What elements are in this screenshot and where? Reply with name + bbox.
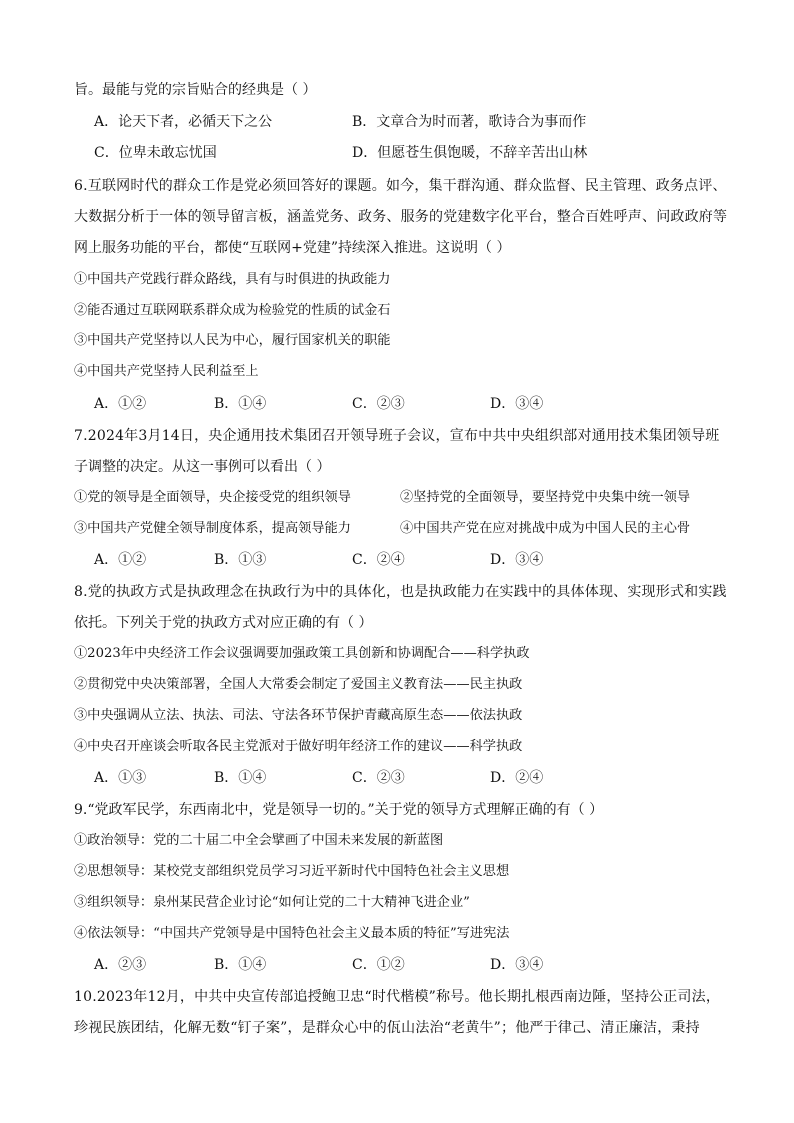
q6-option-b: B．①④ (214, 396, 267, 412)
q8-option-c: C．②③ (352, 770, 405, 786)
q9-statement-4: ④依法领导：“中国共产党领导是中国特色社会主义最本质的特征”写进宪法 (74, 926, 510, 941)
q5-stem-tail: 旨。最能与党的宗旨贴合的经典是（ ） (74, 82, 317, 98)
q6-stem-line-3: 网上服务功能的平台，都使“互联网+党建”持续深入推进。这说明（ ） (74, 240, 511, 256)
q9-option-c: C．①② (352, 957, 405, 973)
q8-option-d: D．②④ (490, 770, 544, 786)
q6-statement-2: ②能否通过互联网联系群众成为检验党的性质的试金石 (74, 303, 391, 318)
q8-statement-2: ②贯彻党中央决策部署，全国人大常委会制定了爱国主义教育法——民主执政 (74, 677, 523, 692)
q7-option-a: A．①② (94, 552, 147, 568)
q8-statement-3: ③中央强调从立法、执法、司法、守法各环节保护青藏高原生态——依法执政 (74, 708, 523, 723)
q6-option-d: D．③④ (490, 396, 544, 412)
q8-option-b: B．①④ (214, 770, 267, 786)
q8-option-a: A．①③ (94, 770, 147, 786)
q7-statement-1: ①党的领导是全面领导，央企接受党的组织领导 (74, 490, 351, 505)
q9-statement-3: ③组织领导：泉州某民营企业讨论“如何让党的二十大精神飞进企业” (74, 895, 470, 910)
q7-statement-3: ③中国共产党健全领导制度体系，提高领导能力 (74, 521, 351, 536)
q5-option-d: D．但愿苍生俱饱暖，不辞辛苦出山林 (352, 145, 588, 161)
q8-statement-4: ④中央召开座谈会听取各民主党派对于做好明年经济工作的建议——科学执政 (74, 739, 523, 754)
q6-statement-1: ①中国共产党践行群众路线，具有与时俱进的执政能力 (74, 272, 391, 287)
q8-stem-line-2: 依托。下列关于党的执政方式对应正确的有（ ） (74, 615, 373, 631)
q6-statement-4: ④中国共产党坚持人民利益至上 (74, 364, 259, 379)
q7-statement-2: ②坚持党的全面领导，要坚持党中央集中统一领导 (400, 490, 691, 505)
q10-stem-line-2: 珍视民族团结，化解无数“钉子案”，是群众心中的佤山法治“老黄牛”；他严于律己、清正廉洁，秉持 (74, 1020, 700, 1036)
q7-stem-line-1: 7.2024年3月14日，央企通用技术集团召开领导班子会议，宣布中共中央组织部对通用技术集团领导班 (74, 428, 720, 444)
q10-stem-line-1: 10.2023年12月，中共中央宣传部追授鲍卫忠“时代楷模”称号。他长期扎根西南边陲，坚持公正司法， (74, 989, 721, 1005)
q5-option-b: B．文章合为时而著，歌诗合为事而作 (352, 114, 587, 130)
q7-statement-4: ④中国共产党在应对挑战中成为中国人民的主心骨 (400, 521, 691, 536)
q5-option-a: A．论天下者，必循天下之公 (94, 114, 273, 130)
q5-option-c: C．位卑未敢忘忧国 (94, 145, 217, 161)
q7-stem-line-2: 子调整的决定。从这一事例可以看出（ ） (74, 459, 331, 475)
q9-statement-1: ①政治领导：党的二十届二中全会擘画了中国未来发展的新蓝图 (74, 833, 444, 848)
q9-option-b: B．①④ (214, 957, 267, 973)
q9-option-a: A．②③ (94, 957, 147, 973)
q7-option-b: B．①③ (214, 552, 267, 568)
q6-option-c: C．②③ (352, 396, 405, 412)
q8-stem-line-1: 8.党的执政方式是执政理念在执政行为中的具体化，也是执政能力在实践中的具体体现、实现形式和实践 (74, 584, 727, 600)
q6-stem-line-1: 6.互联网时代的群众工作是党必须回答好的课题。如今，集干群沟通、群众监督、民主管理、政务点评、 (74, 178, 727, 194)
q6-option-a: A．①② (94, 396, 147, 412)
q9-stem-line-1: 9.“党政军民学，东西南北中，党是领导一切的。”关于党的领导方式理解正确的有（ ） (74, 802, 604, 818)
q7-option-d: D．③④ (490, 552, 544, 568)
q6-statement-3: ③中国共产党坚持以人民为中心，履行国家机关的职能 (74, 333, 391, 348)
q7-option-c: C．②④ (352, 552, 405, 568)
q6-stem-line-2: 大数据分析于一体的领导留言板，涵盖党务、政务、服务的党建数字化平台，整合百姓呼声、问政政府等 (74, 209, 728, 225)
q8-statement-1: ①2023年中央经济工作会议强调要加强政策工具创新和协调配合——科学执政 (74, 646, 530, 661)
q9-option-d: D．③④ (490, 957, 544, 973)
q9-statement-2: ②思想领导：某校党支部组织党员学习习近平新时代中国特色社会主义思想 (74, 864, 510, 879)
